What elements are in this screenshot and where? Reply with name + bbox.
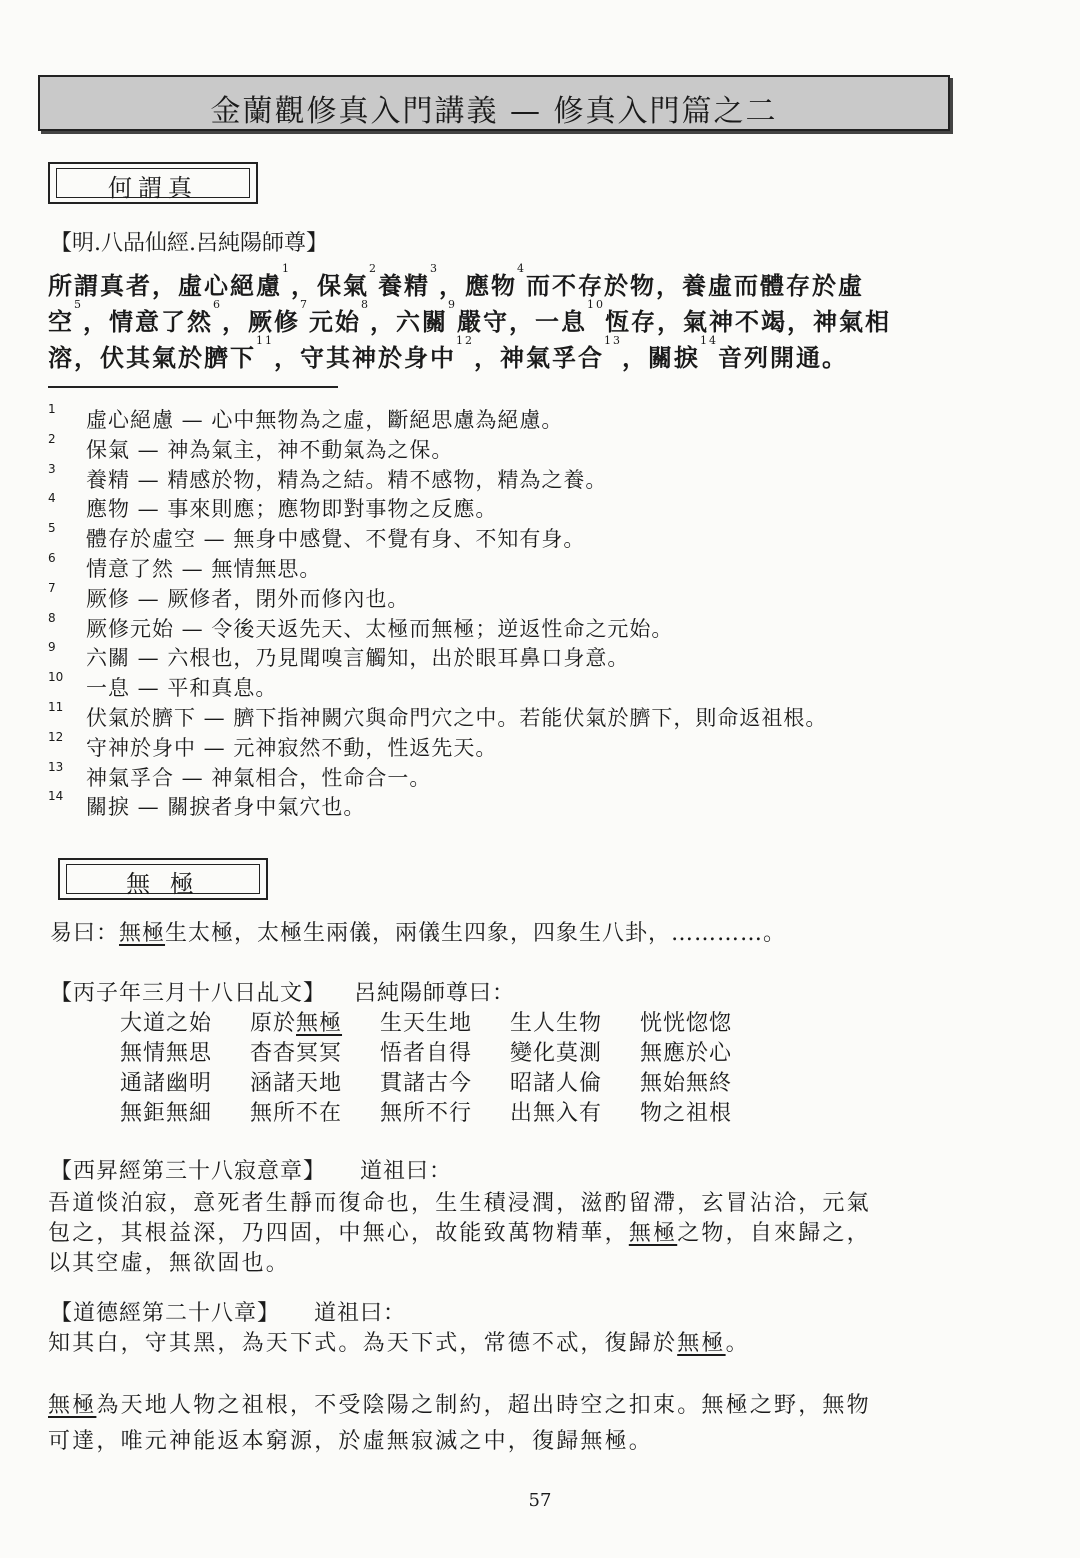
text-segment: ，保氣 (291, 271, 369, 300)
text-segment: 元始 (309, 307, 361, 336)
passage-line (48, 334, 848, 373)
footnote-marker: 1 (282, 262, 291, 275)
quote-prefix: 易曰： (50, 921, 120, 946)
xisheng-line: 吾道惔泊寂，意死者生靜而復命也，生生積浸潤，滋酌留滯，玄冒沾洽，元氣 (48, 1191, 871, 1216)
page-number: 57 (528, 1490, 552, 1511)
footnote-text: 虛心絕慮 — 心中無物為之虛，斷絕思慮為絕慮。 (86, 408, 564, 432)
footnote-marker: 11 (256, 334, 274, 347)
text-segment: 所謂真者，虛心絕慮 (48, 271, 282, 300)
verse-phrase: 原於無極 (250, 1011, 343, 1036)
passage-line (48, 298, 891, 337)
footnote-number: 4 (48, 491, 56, 506)
verse-phrase: 無應於心 (640, 1041, 733, 1066)
footnote-text: 體存於虛空 — 無身中感覺、不覺有身、不知有身。 (86, 527, 586, 552)
footnote-text: 伏氣於臍下 — 臍下指神闕穴與命門穴之中。若能伏氣於臍下，則命返祖根。 (86, 706, 828, 730)
footnote-divider (48, 386, 338, 388)
text-segment: ，應物 (439, 271, 517, 300)
underlined-term: 無極 (48, 1393, 97, 1418)
footnote-marker: 14 (700, 334, 718, 347)
text-segment: ，情意了然 (83, 307, 213, 336)
footnote-number: 13 (48, 759, 64, 774)
footnote-marker: 12 (456, 334, 474, 347)
verse-phrase: 無所不在 (250, 1101, 343, 1126)
text-segment: 養精 (378, 271, 430, 300)
footnote-number: 9 (48, 640, 56, 655)
daode-line (48, 1326, 750, 1357)
header-banner (38, 75, 950, 131)
footnote-marker: 8 (361, 298, 370, 311)
footnote-marker: 5 (74, 298, 83, 311)
footnote-marker: 6 (213, 298, 222, 311)
verse-phrase: 生人生物 (510, 1011, 603, 1036)
text-segment: 恆存，氣神不竭，神氣相 (605, 307, 891, 336)
verse-phrase: 貫諸古今 (380, 1071, 473, 1096)
verse-phrase: 涵諸天地 (250, 1071, 343, 1096)
footnote-text: 厥修元始 — 令後天返先天、太極而無極；逆返性命之元始。 (86, 616, 674, 641)
section-heading-box (48, 162, 258, 204)
section-heading: 何謂真 (108, 174, 198, 202)
verse-phrase: 無始無終 (640, 1071, 733, 1096)
verse-phrase: 大道之始 (120, 1011, 213, 1036)
footnote-number: 11 (48, 700, 64, 714)
quote-text: 生太極，太極生兩儀，兩儀生四象，四象生八卦，…………。 (165, 921, 787, 946)
footnote-text: 一息 — 平和真息。 (86, 676, 278, 701)
verse-phrase: 無情無思 (120, 1041, 213, 1066)
text-segment: 溶，伏其氣於臍下 (48, 343, 256, 372)
underlined-term: 無極 (628, 1221, 678, 1246)
footnote-text: 六關 — 六根也，乃見聞嗅言觸知，出於眼耳鼻口身意。 (86, 646, 630, 671)
footnote-number: 10 (48, 670, 64, 685)
lu-source (50, 976, 515, 1007)
footnote-text: 厥修 — 厥修者，閉外而修內也。 (86, 586, 410, 611)
verse-phrase: 生天生地 (380, 1011, 473, 1036)
speaker: 道祖曰： (360, 1159, 453, 1184)
footnote-number: 7 (48, 580, 56, 595)
footnote-number: 6 (48, 551, 56, 565)
verse-phrase: 恍恍惚惚 (640, 1011, 733, 1036)
text-segment: 嚴守，一息 (457, 307, 587, 336)
verse-phrase: 杳杳冥冥 (250, 1041, 343, 1066)
verse-phrase: 變化莫測 (510, 1041, 603, 1066)
verse-phrase: 物之祖根 (640, 1101, 733, 1126)
text-segment: ，關捩 (622, 343, 700, 372)
source-citation: 【丙子年三月十八日乩文】 (50, 981, 327, 1006)
yi-quote (50, 916, 786, 947)
underlined-term: 無極 (677, 1331, 726, 1356)
verse-phrase: 昭諸人倫 (510, 1071, 603, 1096)
source-citation: 【道德經第二十八章】 (50, 1301, 281, 1326)
section-heading-box (58, 858, 268, 900)
footnote-number: 2 (48, 431, 56, 446)
text-segment: 之物，自來歸之， (677, 1221, 871, 1246)
footnote-marker: 10 (587, 298, 605, 311)
footnote-marker: 3 (430, 262, 439, 275)
xisheng-line (48, 1216, 871, 1247)
footnote-number: 5 (48, 521, 56, 536)
footnote-text: 情意了然 — 無情無思。 (86, 557, 322, 581)
xisheng-source (50, 1154, 452, 1185)
underlined-term: 無極 (119, 921, 166, 946)
closing-line: 可達，唯元神能返本窮源，於虛無寂滅之中，復歸無極。 (48, 1429, 654, 1454)
source-citation: 【明.八品仙經.呂純陽師尊】 (50, 231, 328, 256)
footnote-marker: 7 (300, 298, 309, 311)
text-segment: 。 (725, 1331, 750, 1356)
text-segment: ，六關 (370, 307, 448, 336)
footnote-marker: 9 (448, 298, 457, 311)
closing-line (48, 1388, 871, 1419)
text-segment: ，神氣孚合 (474, 343, 604, 372)
text-segment: ，厥修 (222, 307, 300, 336)
footnote-text: 保氣 — 神為氣主，神不動氣為之保。 (86, 437, 454, 462)
xisheng-line: 以其空虛，無欲固也。 (48, 1251, 291, 1276)
footnote-text: 養精 — 精感於物，精為之結。精不感物，精為之養。 (86, 467, 608, 492)
footnote-number: 12 (48, 729, 64, 744)
text-segment: 而不存於物，養虛而體存於虛 (526, 271, 864, 300)
footnote-marker: 13 (604, 334, 622, 347)
footnote-number: 3 (48, 461, 56, 476)
verse-phrase: 悟者自得 (380, 1041, 473, 1066)
text-segment: 知其白，守其黑，為天下式。為天下式，常德不忒，復歸於 (48, 1331, 678, 1356)
text-segment: 包之，其根益深，乃四固，中無心，故能致萬物精華， (48, 1221, 629, 1246)
footnote-text: 應物 — 事來則應；應物即對事物之反應。 (86, 497, 498, 522)
verse-phrase: 無鉅無細 (120, 1101, 213, 1126)
daode-source (50, 1296, 406, 1327)
text-segment: 空 (48, 307, 74, 336)
text-segment: 為天地人物之祖根，不受陰陽之制約，超出時空之扣束。無極之野，無物 (96, 1393, 871, 1418)
verse-phrase: 通諸幽明 (120, 1071, 213, 1096)
speaker: 道祖曰： (314, 1301, 407, 1326)
footnote-text: 神氣孚合 — 神氣相合，性命合一。 (86, 765, 432, 790)
source-citation: 【西昇經第三十八寂意章】 (50, 1159, 327, 1184)
footnote-number: 14 (48, 789, 64, 804)
footnote-number: 8 (48, 610, 56, 625)
footnote-marker: 2 (369, 262, 378, 275)
text-segment: ，守其神於身中 (274, 343, 456, 372)
footnote-text: 守神於身中 — 元神寂然不動，性返先天。 (86, 735, 498, 760)
passage-line (48, 262, 864, 301)
text-segment: 音列開通。 (718, 343, 848, 372)
speaker: 呂純陽師尊曰： (354, 981, 516, 1006)
verse-phrase: 無所不行 (380, 1101, 473, 1126)
footnote-number: 1 (48, 402, 56, 416)
section-heading: 無 極 (126, 870, 200, 898)
footnote-marker: 4 (517, 262, 526, 275)
page-title: 金蘭觀修真入門講義 — 修真入門篇之二 (210, 94, 778, 129)
footnote-text: 關捩 — 關捩者身中氣穴也。 (86, 795, 366, 820)
verse-phrase: 出無入有 (510, 1101, 603, 1126)
